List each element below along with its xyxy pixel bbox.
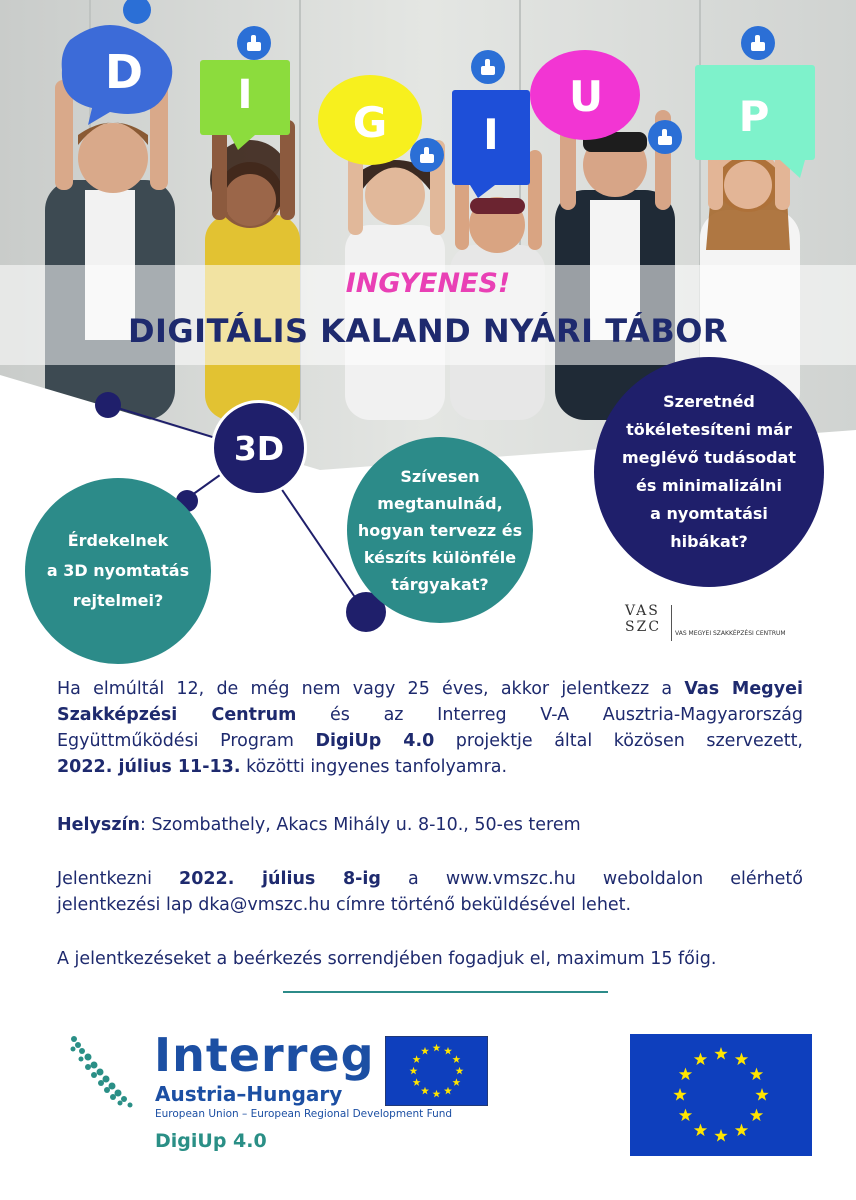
bubble-right-line: és minimalizálni <box>636 476 782 495</box>
bubble-middle-line: tárgyakat? <box>391 574 489 594</box>
intro-text: Együttműködési Program <box>57 731 316 751</box>
bubble-left-line: a 3D nyomtatás <box>46 561 190 580</box>
intro-line <box>57 728 803 754</box>
letter-u: U <box>568 72 604 121</box>
bubble-left-line: rejtelmei? <box>72 591 164 610</box>
interreg-dots-icon <box>68 1035 143 1110</box>
apply-deadline: 2022. július 8-ig <box>179 869 381 889</box>
letter-g: G <box>352 98 388 147</box>
letter-d: D <box>104 45 144 99</box>
bubble-right-line: a nyomtatási <box>650 504 768 523</box>
bubble-middle-line: Szívesen <box>400 466 480 486</box>
bubble-right-line: tökéletesíteni már <box>626 420 792 439</box>
project-name: DigiUp 4.0 <box>155 1130 267 1152</box>
location-line <box>57 812 803 838</box>
3d-badge: 3D <box>211 400 307 496</box>
apply-text: Jelentkezni <box>57 869 180 889</box>
intro-text: és az Interreg V-A Ausztria-Magyarország <box>296 705 803 725</box>
vmszc-logo <box>625 603 815 643</box>
letter-p: P <box>738 92 770 141</box>
location-text: : Szombathely, Akacs Mihály u. 8-10., 50-es terem <box>139 815 581 835</box>
free-label: INGYENES! <box>345 268 511 299</box>
bubble-middle-line: hogyan tervezz és <box>357 520 523 540</box>
intro-bold: Szakképzési Centrum <box>57 705 297 725</box>
order-note: A jelentkezéseket a beérkezés sorrendjében fogadjuk el, maximum 15 főig. <box>57 949 717 969</box>
vmszc-mark: VAS SZC <box>625 603 662 635</box>
eu-flag-large-icon <box>630 1034 812 1156</box>
letter-i-1: I <box>237 72 253 118</box>
apply-text: a www.vmszc.hu weboldalon elérhető <box>380 869 803 889</box>
bubble-right-line: meglévő tudásodat <box>621 448 796 467</box>
location-label: Helyszín <box>57 815 140 835</box>
letter-i-2: I <box>483 110 499 159</box>
apply-paragraph <box>57 866 803 918</box>
apply-line: jelentkezési lap dka@vmszc.hu címre történő beküldésével lehet. <box>57 895 632 915</box>
intro-line <box>57 676 803 702</box>
bubble-middle <box>347 437 533 623</box>
intro-text: Ha elmúltál 12, de még nem vagy 25 éves, akkor jelentkezz a <box>57 679 685 699</box>
intro-bold: Vas Megyei <box>684 679 803 699</box>
page-title: DIGITÁLIS KALAND NYÁRI TÁBOR <box>127 312 729 350</box>
intro-text: közötti ingyenes tanfolyamra. <box>240 757 508 777</box>
section-divider <box>283 991 608 993</box>
intro-line <box>57 702 803 728</box>
bubble-left-line: Érdekelnek <box>67 531 169 550</box>
bubble-left <box>25 478 211 664</box>
intro-bold: 2022. július 11-13. <box>57 757 241 777</box>
bubble-right-line: hibákat? <box>670 532 748 551</box>
apply-line <box>57 866 803 892</box>
bubble-middle-line: készíts különféle <box>363 547 517 567</box>
interreg-fund: European Union – European Regional Development Fund <box>155 1108 453 1120</box>
intro-bold: DigiUp 4.0 <box>315 731 435 751</box>
vmszc-text: VAS MEGYEI SZAKKÉPZÉSI CENTRUM <box>675 630 786 637</box>
eu-flag-small-icon <box>385 1036 488 1106</box>
bubble-middle-line: megtanulnád, <box>377 493 503 513</box>
bubble-right-line: Szeretnéd <box>663 392 755 411</box>
interreg-region: Austria–Hungary <box>155 1082 343 1106</box>
intro-text: projektje által közösen szervezett, <box>434 731 803 751</box>
vmszc-divider <box>671 605 672 641</box>
intro-paragraph <box>57 676 803 780</box>
intro-line <box>57 754 803 780</box>
node-small <box>95 392 121 418</box>
bubble-right <box>594 357 824 587</box>
interreg-wordmark: Interreg <box>154 1028 375 1082</box>
